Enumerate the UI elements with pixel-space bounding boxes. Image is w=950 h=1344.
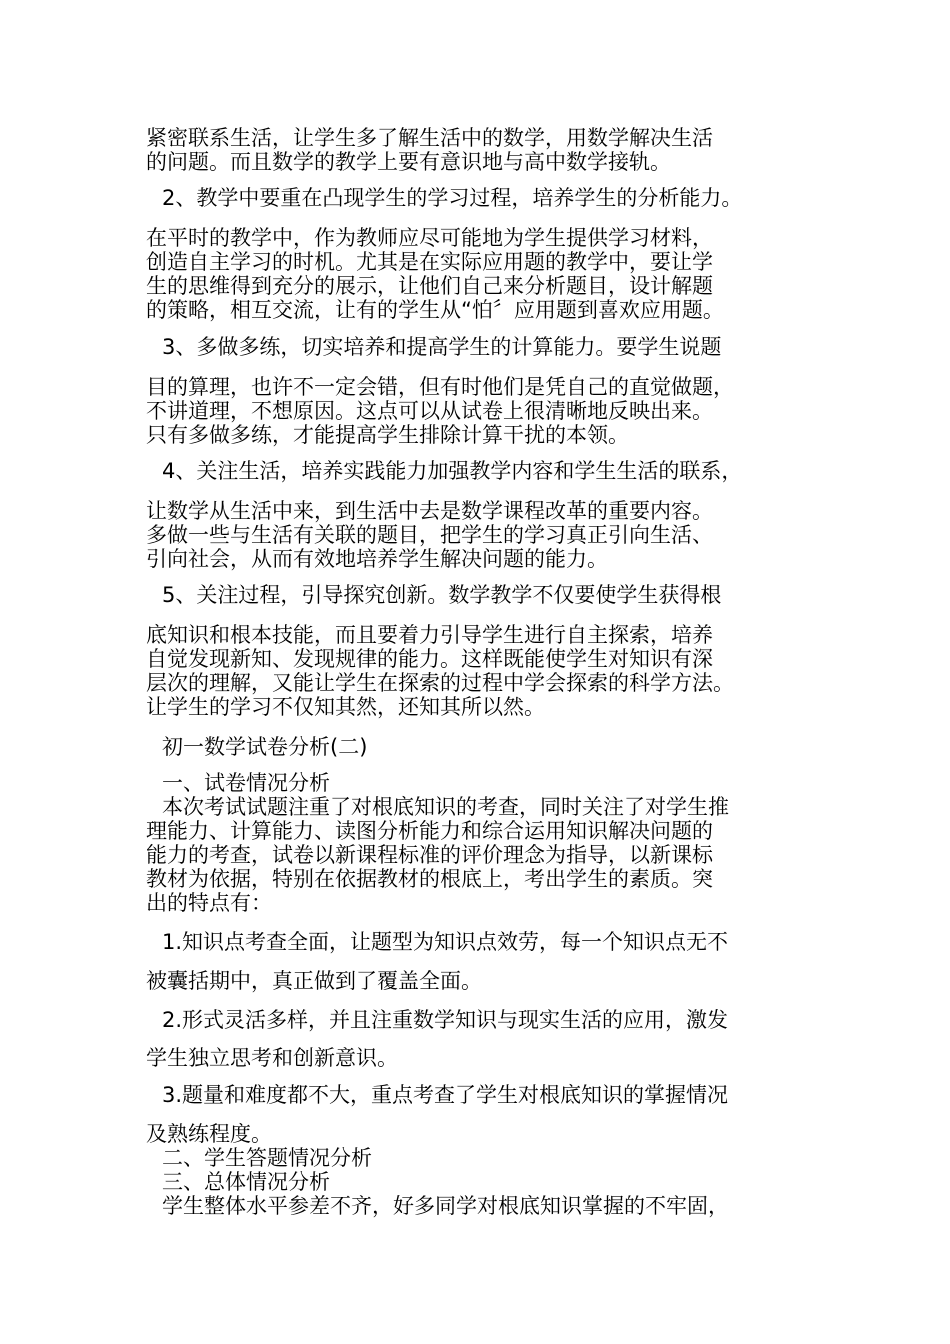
text-line: 不讲道理，不想原因。这点可以从试卷上很清晰地反映出来。 (146, 399, 713, 423)
text-line: 学生独立思考和创新意识。 (146, 1046, 398, 1070)
text-line: 创造自主学习的时机。尤其是在实际应用题的教学中，要让学 (146, 250, 713, 274)
text-line: 被囊括期中，真正做到了覆盖全面。 (146, 969, 482, 993)
text-line: 紧密联系生活，让学生多了解生活中的数学，用数学解决生活 (146, 126, 713, 150)
text-line: 底知识和根本技能，而且要着力引导学生进行自主探索，培养 (146, 623, 713, 647)
text-line: 多做一些与生活有关联的题目，把学生的学习真正引向生活、 (146, 523, 713, 547)
text-line: 让学生的学习不仅知其然，还知其所以然。 (146, 695, 545, 719)
section-heading: 一、试卷情况分析 (162, 771, 330, 795)
text-line: 能力的考查，试卷以新课程标准的评价理念为指导，以新课标 (146, 843, 713, 867)
text-line: 的问题。而且数学的教学上要有意识地与高中数学接轨。 (146, 150, 671, 174)
text-line: 只有多做多练，才能提高学生排除计算干扰的本领。 (146, 423, 629, 447)
text-line: 出的特点有： (146, 891, 272, 915)
text-line: 的策略，相互交流，让有的学生从“怕〞应用题到喜欢应用题。 (146, 298, 724, 322)
text-line: 生的思维得到充分的展示，让他们自己来分析题目，设计解题 (146, 274, 713, 298)
text-line: 在平时的教学中，作为教师应尽可能地为学生提供学习材料， (146, 226, 713, 250)
text-line: 1.知识点考查全面，让题型为知识点效劳，每一个知识点无不 (162, 930, 729, 954)
section-heading: 三、总体情况分析 (162, 1170, 330, 1194)
text-line: 及熟练程度。 (146, 1122, 272, 1146)
section-heading: 二、学生答题情况分析 (162, 1146, 372, 1170)
section-title: 初一数学试卷分析(二) (162, 735, 368, 759)
text-line: 5、关注过程，引导探究创新。数学教学不仅要使学生获得根 (162, 583, 722, 607)
text-line: 教材为依据，特别在依据教材的根底上，考出学生的素质。突 (146, 867, 713, 891)
text-line: 自觉发现新知、发现规律的能力。这样既能使学生对知识有深 (146, 647, 713, 671)
text-line: 层次的理解，又能让学生在探索的过程中学会探索的科学方法。 (146, 671, 734, 695)
text-line: 4、关注生活，培养实践能力加强教学内容和学生生活的联系， (162, 459, 743, 483)
text-line: 目的算理，也许不一定会错，但有时他们是凭自己的直觉做题， (146, 375, 734, 399)
text-line: 引向社会，从而有效地培养学生解决问题的能力。 (146, 547, 608, 571)
text-line: 让数学从生活中来，到生活中去是数学课程改革的重要内容。 (146, 499, 713, 523)
text-line: 学生整体水平参差不齐，好多同学对根底知识掌握的不牢固， (162, 1194, 729, 1218)
text-line: 理能力、计算能力、读图分析能力和综合运用知识解决问题的 (146, 819, 713, 843)
text-line: 2、教学中要重在凸现学生的学习过程，培养学生的分析能力。 (162, 186, 743, 210)
text-line: 3.题量和难度都不大，重点考查了学生对根底知识的掌握情况 (162, 1083, 729, 1107)
text-line: 3、多做多练，切实培养和提高学生的计算能力。要学生说题 (162, 335, 722, 359)
text-line: 本次考试试题注重了对根底知识的考查，同时关注了对学生推 (162, 795, 729, 819)
text-line: 2.形式灵活多样，并且注重数学知识与现实生活的应用，激发 (162, 1008, 729, 1032)
